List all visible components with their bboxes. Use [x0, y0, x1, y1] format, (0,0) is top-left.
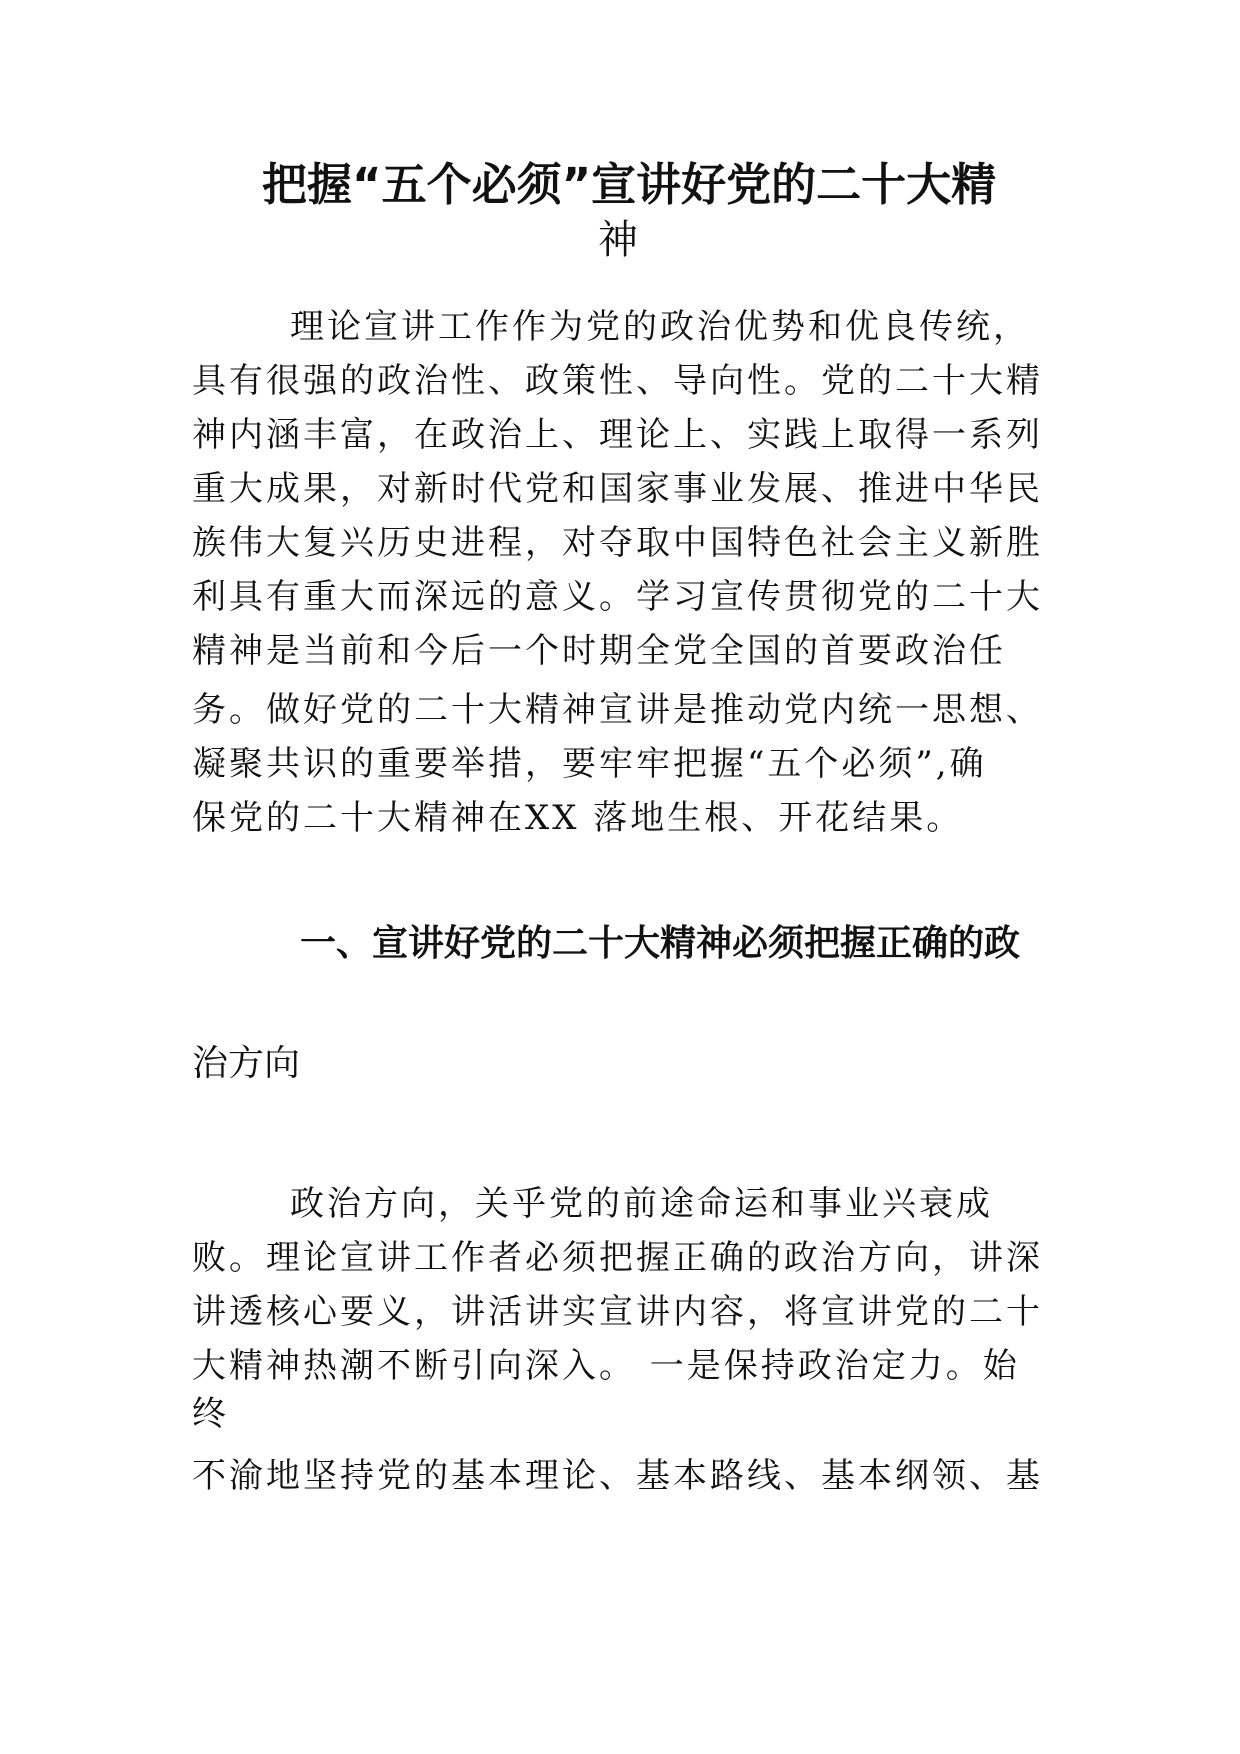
paragraph-line: 理论宣讲工作作为党的政治优势和优良传统，	[290, 307, 1030, 347]
document-title-continued: 神	[598, 217, 638, 263]
paragraph-line: 神内涵丰富，在政治上、理论上、实践上取得一系列	[192, 415, 1043, 455]
paragraph-line: 凝聚共识的重要举措，要牢牢把握“五个必须”,确	[192, 744, 987, 784]
paragraph-line: 讲透核心要义，讲活讲实宣讲内容，将宣讲党的二十	[192, 1292, 1043, 1332]
paragraph-line: 重大成果，对新时代党和国家事业发展、推进中华民	[192, 469, 1043, 509]
section-heading: 一、宣讲好党的二十大精神必须把握正确的政	[300, 923, 1021, 964]
paragraph-line: 不渝地坚持党的基本理论、基本路线、基本纲领、基	[192, 1456, 1043, 1496]
paragraph-line: 败。理论宣讲工作者必须把握正确的政治方向，讲深	[192, 1238, 1043, 1278]
paragraph-line: 保党的二十大精神在XX 落地生根、开花结果。	[192, 798, 964, 838]
paragraph-line: 精神是当前和今后一个时期全党全国的首要政治任	[192, 631, 1006, 671]
paragraph-line: 大精神热潮不断引向深入。 一是保持政治定力。始	[192, 1346, 1020, 1386]
paragraph-line: 利具有重大而深远的意义。学习宣传贯彻党的二十大	[192, 577, 1043, 617]
paragraph-line: 族伟大复兴历史进程，对夺取中国特色社会主义新胜	[192, 523, 1043, 563]
section-heading-continued: 治方向	[192, 1043, 301, 1084]
paragraph-line: 务。做好党的二十大精神宣讲是推动党内统一思想、	[192, 690, 1043, 730]
paragraph-line: 具有很强的政治性、政策性、导向性。党的二十大精	[192, 361, 1043, 401]
document-title: 把握“五个必须”宣讲好党的二十大精	[262, 158, 997, 211]
paragraph-line: 政治方向，关乎党的前途命运和事业兴衰成	[290, 1184, 993, 1224]
paragraph-line: 终	[192, 1394, 229, 1434]
